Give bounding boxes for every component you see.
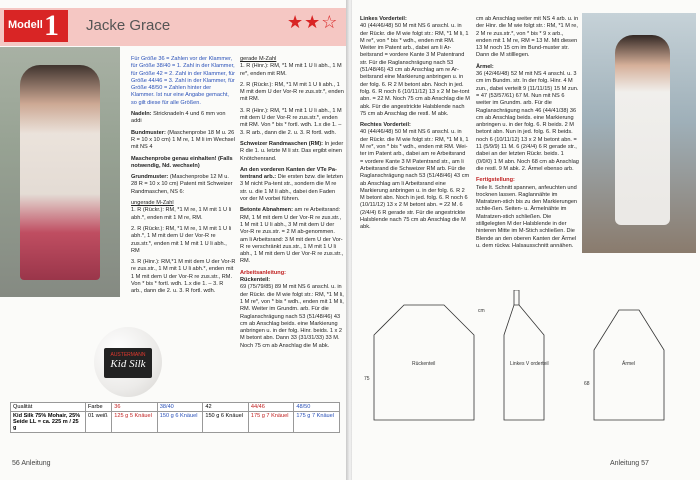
table-cell-color: 01 weiß — [86, 412, 112, 433]
decrease-label: Betonte Abnahmen: — [240, 207, 293, 214]
model-person-icon — [615, 35, 670, 225]
even-row-2: 2. R (Rückr.): RM, *1 M mit 1 U li abh., 1 M mit dem U der Vor-R re zus.str.*, enden mit RM. — [240, 81, 344, 103]
odd-count-label: ungerade M-Zahl — [131, 200, 174, 207]
left-front-label: Linkes V orderteil — [510, 361, 549, 367]
model-person-icon — [20, 65, 100, 280]
table-header: 48/50 — [294, 403, 340, 412]
yarn-brand: AUSTERMANN — [110, 352, 146, 358]
table-header: Qualität — [11, 403, 86, 412]
page-number-right: Anleitung 57 — [610, 460, 649, 467]
finishing-label: Fertigstellung: — [476, 177, 515, 184]
decrease-text: am re Arbeitsrand: RM, 1 M mit dem U der Vor-R re zus.str., 1 M mit 1 U li abh., 3 M mit dem U der Vor-R re zus.str. = 2 M ab-genommen. am li Arbeitsrand: 3 M mit dem U der Vor-R re verschränkt zus.str., 1 M mit 1 U li abh., 1 M mit dem U der Vor-R re zus.str., RM. — [240, 207, 344, 265]
selvedge-text: In jeder R die 1. u. letzte M li str. Das ergibt einen Knötchenrand. — [240, 140, 344, 162]
yarn-table — [10, 402, 340, 433]
even-row-3: 3. R (Hinr.): RM, *1 M mit 1 U li abh., 1 M mit dem U der Vor-R re zus.str.*, enden mit RM. Von * bis * fortl. wdh. 1.x die 1. – 3. R arb., dann die 2. u. 3. R fortl. wdh. — [240, 107, 342, 136]
sleeve-piece-label: Ärmel — [622, 361, 636, 367]
table-cell: 175 g 7 Knäuel — [248, 412, 294, 433]
edges-text: Die ersten bzw. die letzten 3 M nicht Pa-tent str., sondern die M re str. u. die 1 M li abh., dabei den Faden vor der M vorbei führen. — [240, 174, 343, 203]
back-text: 69 (75/79/85) 89 M mit NS 6 anschl. u. in der Rückr. die M wie folgt str.: RM, *1 M li, 1 M re*, von * bis * wdh., enden mit 1 M li, RM. Weiter im Grundm. arb. Für die Raglanschrägung nach 53 (51/48/46) 43 cm ab Anschlag beids. eine Markierung anbringen u. in der folg. Hinr. beids. 1 x 2 M betont abn. Dann 33 (31/31/33) 33 M. Noch 75 cm ab Anschlag die M abk. — [240, 284, 344, 349]
table-header-row — [11, 403, 340, 412]
sleeve-height-label: 68 — [584, 381, 590, 387]
needles-text: Stricknadeln 4 und 6 mm von addi — [131, 111, 226, 125]
table-header: 38/40 — [157, 403, 203, 412]
sizes-note: Für Größe 36 = Zahlen vor der Klammer, für Größe 38/40 = 1. Zahl in der Klammer, für Größe 42 = 2. Zahl in der Klammer, für Größe 44/46 = 3. Zahl in der Klammer, für Größe 48/50 = Zahlen hinter der Klammer. Ist nur eine Angabe gemacht, so gilt diese für alle Größen. — [131, 56, 235, 106]
even-count-label: gerade M-Zahl — [240, 56, 277, 62]
table-row — [11, 412, 340, 433]
table-cell: 175 g 7 Knäuel — [294, 412, 340, 433]
even-row-1: 1. R (Hinr.): RM, *1 M mit 1 U li abh., 1 M re*, enden mit RM. — [240, 63, 342, 77]
table-cell: 125 g 5 Knäuel — [112, 412, 158, 433]
band-text: (Maschenprobe 18 M u. 26 R = 10 x 10 cm) 1 M re, 1 M li im Wechsel mit NS 4 — [131, 129, 235, 151]
sleeve-text: 36 (42/46/48) 52 M mit NS 4 anschl. u. 3 cm im Bundm. str. In der folg. Hinr. 4 M zun., dabei verteilt 9 (11/11/15) 15 M zun. = 47 (53/57/61) 67 M. Nun mit NS 6 weiter im Grundm. arb. Für die Raglanschrägung nach 46 (44/41/38) 36 cm ab Anschlag beids. eine Markierung anbringen u. in der folg. 6. R beids. 2 M betont abn. Nun in jed. folg. 6. R beids. noch 6 (10/11/12) 13 x 2 M betont abn. = 11 (5/9/9) 11 M. 6 (2/4/4) 6 R gerade str., dabei an der letzten Rückr. beids. 1 (0/0/0) 1 M abn. Noch 68 cm ab Anschlag die restl. 9 M abk. 2. Ärmel ebenso arb. — [476, 71, 579, 172]
edges-label: An den vorderen Kanten der VTe Pa-tentrand arb.: — [240, 166, 337, 181]
neckband-text: cm ab Anschlag weiter mit NS 4 arb. u. in der Hinr. die M wie folgt str.: RM, *1 M re, 2 M re zus.str.*, von * bis * 9 x arb., enden mit 1 M re, RM = 13 M. Mit diesen 13 M noch 15 cm im Bund-muster str. Dann die M stilllegen. — [476, 16, 579, 59]
odd-row-3: 3. R (Hinr.): RM,*1 M mit dem U der Vor-R re zus.str., 1 M mit 1 U li abh.*, enden mit 1 M mit dem U der Vor-R re zus.str., RM. Von * bis * fortl. wdh. 1.x die 1. – 3. R arb., dann die 2. u. 3. R fortl. wdh. — [131, 259, 236, 295]
table-header: 42 — [203, 403, 249, 412]
odd-row-1: 1. R (Rückr.): RM, *1 M re, 1 M mit 1 U li abh.*, enden mit 1 M re, RM. — [131, 207, 232, 221]
page-number-left: 56 Anleitung — [12, 460, 51, 467]
model-badge — [4, 10, 68, 42]
instructions-col-1 — [131, 56, 236, 300]
guide-label: Arbeitsanleitung: — [240, 269, 286, 276]
left-front-label: Linkes Vorderteil: — [360, 16, 407, 22]
table-header: 36 — [112, 403, 158, 412]
neckband-outline — [514, 290, 519, 305]
table-header: Farbe — [86, 403, 112, 412]
model-label: Modell — [8, 19, 43, 31]
right-front-text: 40 (44/46/48) 50 M mit NS 6 anschl. u. in der Rückr. die M wie folgt str.: RM, *1 M li, 1 M re*, von * bis * wdh., enden mit RM. Wei-ter im Patent arb., dabei am re Arbeitsrand = vordere Kante 3 M Patentrand str., am li Arbeitsrand die Schweizer RM arb. Für die Raglanschrägung nach 53 (51/48/46) 43 cm ab Anschlag am li Arbeitsrand eine Markierung anbringen u. in der folg. 6. R 2 M betont abn. Noch in jed. folg. 6. R noch 6 (10/11/12) 13 x 2 M betont abn. = 22 M. 6 (2/4/4) 6 R gerade str. Für die angestrickte Halsblende nach 75 cm ab Anschlag die M abk. — [360, 129, 470, 231]
instructions-col-2 — [240, 56, 344, 354]
instructions-col-3 — [360, 16, 470, 236]
back-piece-label: Rückenteil — [412, 361, 436, 367]
band-label: Bundmuster: — [131, 129, 166, 136]
table-header: 44/46 — [248, 403, 294, 412]
odd-row-2: 2. R (Rückr.): RM, *1 M re, 1 M mit 1 U li abh.*, 1 M mit dem U der Vor-R re zus.str.*, enden mit 1 M mit 1 U li abh., RM — [131, 225, 232, 254]
right-front-label: Rechtes Vorderteil: — [360, 122, 411, 129]
yarn-label — [104, 348, 152, 378]
pattern-title: Jacke Grace — [86, 17, 171, 34]
finishing-text: Teile lt. Schnitt spannen, anfeuchten und trocknen lassen. Raglannähte im Matratzen-stich bis zu den Markierungen schlie-ßen. Seiten- u. Ärmelnähte im Matratzen-stich schließen. Die stillgelegten M der Halsblende in der hinteren Mitte im M-Stich schließen. Die Blende an den oberen Kanten der Ärmel u. dem rückw. Halsausschnitt annähen. — [476, 184, 578, 249]
unit-label: cm — [478, 308, 485, 314]
left-page — [0, 0, 348, 480]
table-cell-quality: Kid Silk 75% Mohair, 25% Seide LL = ca. 225 m / 25 g — [11, 412, 86, 433]
table-cell: 150 g 6 Knäuel — [157, 412, 203, 433]
base-text: (Maschenprobe 12 M u. 28 R = 10 x 10 cm) Patent mit Schweizer Randmaschen, NS 6: — [131, 174, 233, 195]
base-label: Grundmuster: — [131, 174, 169, 181]
gauge-warning: Maschenprobe genau einhalten! (Falls notwendig, Nd. wechseln) — [131, 155, 233, 169]
difficulty-stars-icon: ★★☆ — [287, 12, 339, 32]
yarn-name: Kid Silk — [110, 358, 146, 370]
left-front-text: 40 (44/46/48) 50 M mit NS 6 anschl. u. in der Rückr. die M wie folgt str.: RM, *1 M li, 1 M re*, von * bis * wdh., enden mit RM. Weiter im Patent arb., dabei am li Ar-beitsrand = vordere Kante 3 M Patentrand str. Für die Raglanschrägung nach 53 (51/48/46) 43 cm ab Anschlag am re Ar-beitsrand eine Markierung anbringen u. in der folg. 6. R 2 M betont abn. Noch in jed. folg. 6. R noch 6 (10/11/12) 13 x 2 M be-tont abn. = 22 M. Noch 75 cm ab Anschlag die M abk. Für die angestrickte Halsblende nach 75 cm ab Anschlag die restl. M abk. — [360, 23, 470, 117]
selvedge-label: Schweizer Randmaschen (RM): — [240, 140, 323, 147]
needles-label: Nadeln: — [131, 111, 152, 118]
instructions-col-4 — [476, 16, 580, 254]
back-label: Rückenteil: — [240, 277, 271, 284]
sleeve-label: Ärmel: — [476, 63, 494, 70]
height-label: 75 — [364, 376, 370, 382]
table-cell: 150 g 6 Knäuel — [203, 412, 249, 433]
pattern-schematics — [364, 290, 696, 440]
model-number: 1 — [44, 9, 59, 42]
